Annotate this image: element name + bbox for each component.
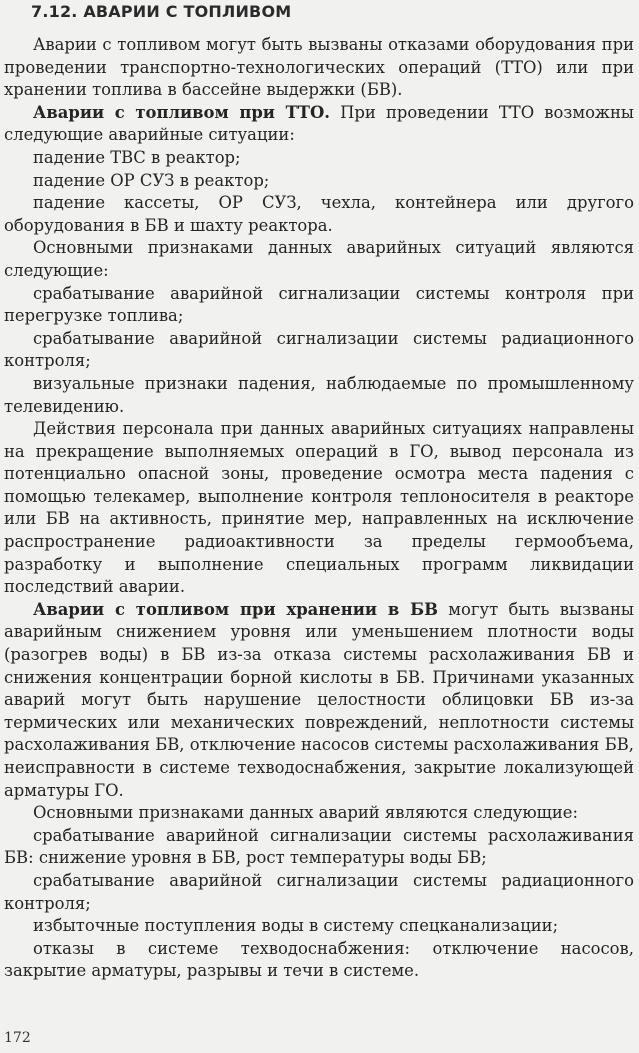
list-item: падение ОР СУЗ в реактор; bbox=[33, 170, 270, 190]
list-item: падение ТВС в реактор; bbox=[33, 147, 241, 167]
list-item: срабатывание аварийной сигнализации системы радиационного контроля; bbox=[4, 870, 634, 913]
paragraph: Действия персонала при данных аварийных ситуациях направлены на прекращение выполняемых операций в ГО, вывод персонала из потенциально опасной зоны, проведение осмотра места падения с помощью телекамер, выполнение контроля теплоносителя в реакторе или БВ на активность, принятие мер, направленных на исключение распространение радиоактивности за пределы гермообъема, разработку и выполнение специальных программ ликвидации последствий аварии. bbox=[4, 419, 634, 597]
body-text bbox=[4, 34, 634, 983]
paragraph: Аварии с топливом могут быть вызваны отказами оборудования при проведении транспортно-технологических операций (ТТО) или при хранении топлива в бассейне выдержки (БВ). bbox=[4, 35, 634, 100]
list-item: падение кассеты, ОР СУЗ, чехла, контейнера или другого оборудования в БВ и шахту реактора. bbox=[4, 193, 634, 235]
paragraph-lead-bold: Аварии с топливом при ТТО. bbox=[33, 102, 330, 122]
paragraph-lead-bold: Аварии с топливом при хранении в БВ bbox=[33, 599, 438, 619]
paragraph: Аварии с топливом при хранении в БВ могут быть вызваны аварийным снижением уровня или уменьшением плотности воды (разогрев воды) в БВ из-за отказа системы расхолаживания БВ и снижения концентрации борной кислоты в БВ. Причинами указанных аварий могут быть нарушение целостности облицовки БВ из-за термических или механических повреждений, неплотности системы расхолаживания БВ, отключение насосов системы расхолаживания БВ, неисправности в системе техводоснабжения, закрытие локализующей арматуры ГО. bbox=[4, 599, 634, 800]
paragraph: Аварии с топливом при ТТО. При проведении ТТО возможны следующие аварийные ситуации: bbox=[4, 102, 634, 145]
list-item: срабатывание аварийной сигнализации системы контроля при перегрузке топлива; bbox=[4, 283, 634, 326]
list-item: избыточные поступления воды в систему спецканализации; bbox=[33, 916, 559, 936]
list-item: срабатывание аварийной сигнализации системы радиационного контроля; bbox=[4, 328, 634, 371]
section-heading: 7.12. АВАРИИ С ТОПЛИВОМ bbox=[31, 2, 292, 21]
paragraph: Основными признаками данных аварий являются следующие: bbox=[33, 803, 578, 823]
list-item: отказы в системе техводоснабжения: отключение насосов, закрытие арматуры, разрывы и течи в системе. bbox=[4, 938, 634, 981]
page-number: 172 bbox=[4, 1030, 31, 1046]
list-item: срабатывание аварийной сигнализации системы расхолаживания БВ: снижение уровня в БВ, рост температуры воды БВ; bbox=[4, 825, 634, 868]
paragraph: Основными признаками данных аварийных ситуаций являются следующие: bbox=[4, 238, 634, 280]
list-item: визуальные признаки падения, наблюдаемые по промышленному телевидению. bbox=[4, 373, 634, 416]
